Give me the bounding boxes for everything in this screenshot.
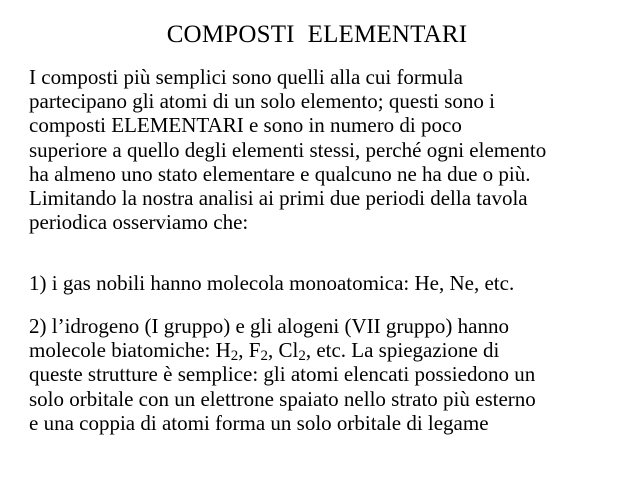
noble-gases-paragraph <box>29 271 629 295</box>
text-line: superiore a quello degli elementi stessi, perché ogni elemento <box>29 137 547 162</box>
formula-f2: $F_2$ <box>248 338 268 365</box>
formula-subscript: 2 <box>298 348 306 365</box>
formula-separator: , <box>238 338 249 363</box>
text-line: queste strutture è semplice: gli atomi elencati possiedono un <box>29 362 536 387</box>
slide-title: COMPOSTI ELEMENTARI <box>166 21 468 48</box>
formula-separator: , <box>267 338 279 363</box>
halogens-paragraph <box>29 314 629 435</box>
intro-paragraph <box>29 65 629 234</box>
formula-line-prefix: molecole biatomiche: <box>29 338 216 363</box>
text-line: 1) i gas nobili hanno molecola monoatomica: He, Ne, etc. <box>29 271 515 295</box>
text-line: periodica osserviamo che: <box>29 210 249 235</box>
text-line: composti ELEMENTARI e sono in numero di poco <box>29 113 462 138</box>
text-line: ha almeno uno stato elementare e qualcuno ne ha due o più. <box>29 161 531 186</box>
formula-subscript: 2 <box>260 348 268 365</box>
formula-subscript: 2 <box>230 348 239 365</box>
text-line: 2) l’idrogeno (I gruppo) e gli alogeni (VII gruppo) hanno <box>29 314 509 338</box>
formula-line-suffix: , etc. La spiegazione di <box>305 338 500 363</box>
text-line: e una coppia di atomi forma un solo orbitale di legame <box>29 410 489 435</box>
formula-line <box>29 338 629 365</box>
formula-h2: $H_2$ <box>215 338 239 365</box>
text-line: I composti più semplici sono quelli alla cui formula <box>29 65 463 89</box>
text-line: solo orbitale con un elettrone spaiato nello strato più esterno <box>29 386 536 411</box>
text-line: partecipano gli atomi di un solo elemento; questi sono i <box>29 89 495 114</box>
text-line: Limitando la nostra analisi ai primi due periodi della tavola <box>29 186 528 211</box>
formula-cl2: $Cl_2$ <box>278 338 306 365</box>
